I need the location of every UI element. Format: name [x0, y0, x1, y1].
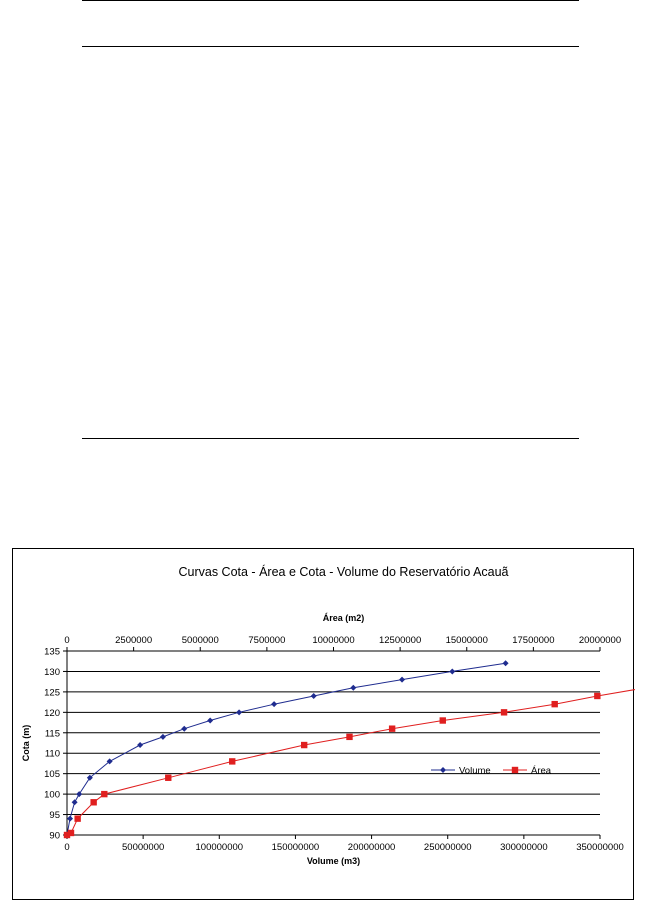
x-bottom-axis-label: Volume (m3) — [306, 856, 361, 866]
y-tick-label: 130 — [44, 666, 60, 678]
x-top-tick-label: 5000000 — [181, 635, 219, 646]
volume-point — [160, 734, 166, 740]
area-point — [68, 830, 74, 836]
legend-marker-area — [512, 767, 518, 773]
x-bottom-tick-label: 0 — [64, 842, 70, 853]
volume-point — [311, 693, 317, 699]
area-point — [389, 725, 395, 731]
x-top-tick-label: 0 — [64, 635, 70, 646]
x-top-tick-label: 10000000 — [312, 635, 355, 646]
volume-point — [236, 709, 242, 715]
y-tick-label: 95 — [49, 810, 60, 822]
x-top-tick-label: 17500000 — [512, 635, 555, 646]
x-top-axis-label: Área (m2) — [322, 613, 365, 623]
y-tick-label: 115 — [44, 728, 60, 740]
chart-container — [12, 548, 634, 900]
legend-label-area: Área — [531, 765, 552, 777]
x-top-tick-label: 12500000 — [378, 635, 422, 646]
volume-point — [350, 685, 356, 691]
x-bottom-tick-label: 250000000 — [423, 842, 472, 853]
area-point — [594, 693, 600, 699]
area-point — [165, 775, 171, 781]
area-point — [551, 701, 557, 707]
y-axis-label: Cota (m) — [21, 724, 31, 762]
x-top-tick-label: 2500000 — [115, 635, 153, 646]
legend-label-volume: Volume — [459, 765, 491, 777]
x-bottom-tick-label: 350000000 — [576, 842, 624, 853]
top-rule — [82, 0, 579, 1]
volume-point — [67, 816, 73, 822]
x-bottom-tick-label: 150000000 — [271, 842, 320, 853]
y-tick-label: 90 — [49, 830, 60, 842]
area-point — [229, 758, 235, 764]
area-point — [346, 734, 352, 740]
y-tick-label: 100 — [44, 789, 60, 801]
area-point — [501, 709, 507, 715]
y-tick-label: 120 — [44, 707, 60, 719]
area-point — [74, 815, 80, 821]
volume-point — [399, 677, 405, 683]
legend-marker-volume — [440, 767, 446, 773]
volume-point — [181, 726, 187, 732]
volume-point — [137, 742, 143, 748]
y-tick-label: 105 — [44, 769, 60, 781]
area-point — [101, 791, 107, 797]
x-bottom-tick-label: 50000000 — [122, 842, 165, 853]
header-rule — [82, 46, 579, 47]
x-top-tick-label: 7500000 — [248, 635, 286, 646]
x-bottom-tick-label: 100000000 — [195, 842, 244, 853]
x-top-tick-label: 15000000 — [445, 635, 488, 646]
volume-point — [207, 718, 213, 724]
volume-point — [503, 660, 509, 666]
volume-point — [271, 701, 277, 707]
bottom-rule — [82, 438, 579, 439]
y-tick-label: 125 — [44, 687, 60, 699]
chart-title: Curvas Cota - Área e Cota - Volume do Reservatório Acauã — [178, 565, 509, 579]
x-bottom-tick-label: 200000000 — [347, 842, 396, 853]
volume-point — [449, 668, 455, 674]
x-top-tick-label: 20000000 — [578, 635, 622, 646]
area-point — [440, 717, 446, 723]
area-point — [90, 799, 96, 805]
volume-point — [72, 799, 78, 805]
x-bottom-tick-label: 300000000 — [500, 842, 548, 853]
area-point — [301, 742, 307, 748]
chart-svg — [13, 549, 635, 901]
y-tick-label: 135 — [44, 646, 60, 658]
volume-point — [76, 791, 82, 797]
series-line-area — [67, 663, 635, 835]
y-tick-label: 110 — [44, 748, 60, 760]
